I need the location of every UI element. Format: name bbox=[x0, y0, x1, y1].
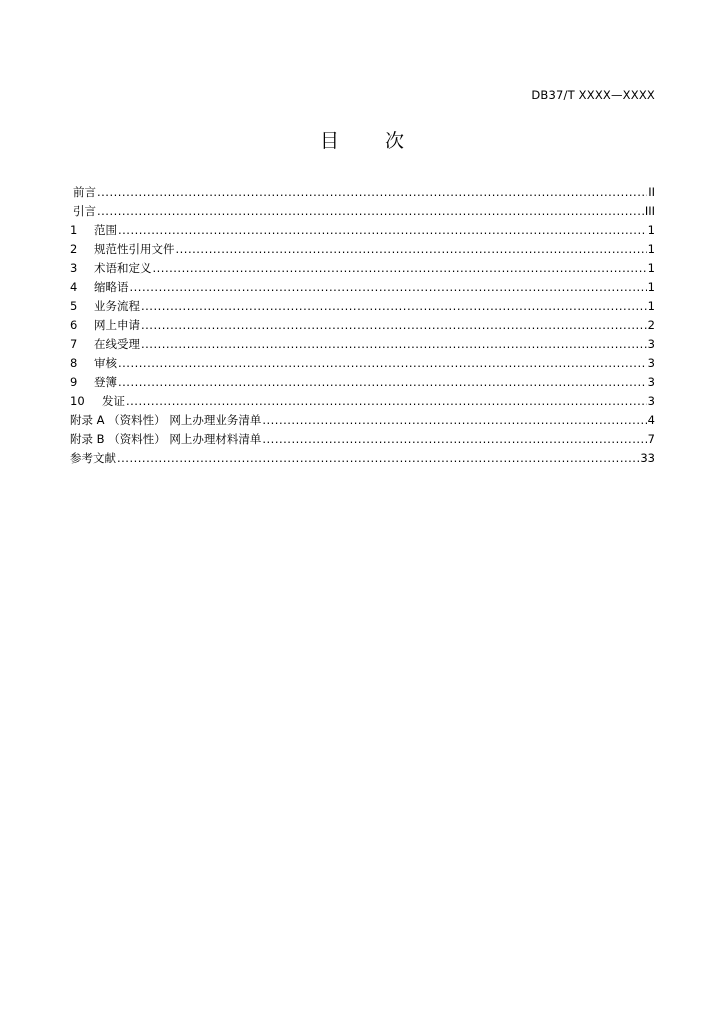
toc-entry-normative-references[interactable] bbox=[70, 241, 655, 260]
toc-entry-page: 3 bbox=[647, 337, 655, 351]
toc-entry-page: 1 bbox=[647, 261, 655, 275]
toc-leader bbox=[126, 394, 647, 408]
toc-entry-page: 1 bbox=[647, 299, 655, 313]
toc-entry-page: 4 bbox=[647, 413, 655, 427]
toc-entry-page: 3 bbox=[647, 356, 655, 370]
table-of-contents bbox=[70, 184, 655, 469]
toc-leader bbox=[141, 337, 647, 351]
toc-entry-label: 业务流程 bbox=[94, 299, 140, 313]
toc-leader bbox=[118, 223, 647, 237]
toc-leader bbox=[130, 280, 647, 294]
toc-entry-page: II bbox=[648, 185, 655, 199]
toc-entry-label: 引言 bbox=[73, 204, 96, 218]
toc-leader bbox=[97, 185, 647, 199]
toc-entry-page: 3 bbox=[647, 394, 655, 408]
toc-entry-page: 1 bbox=[647, 280, 655, 294]
toc-entry-label: 网上申请 bbox=[94, 318, 140, 332]
toc-entry-label: 附录 B （资料性） 网上办理材料清单 bbox=[70, 432, 262, 446]
toc-leader bbox=[262, 432, 646, 446]
toc-entry-appendix-a[interactable] bbox=[70, 412, 655, 431]
toc-entry-page: 1 bbox=[647, 242, 655, 256]
toc-entry-label: 审核 bbox=[94, 356, 117, 370]
toc-title: 目 次 bbox=[319, 130, 425, 152]
toc-entry-number: 4 bbox=[70, 280, 78, 294]
toc-entry-label: 附录 A （资料性） 网上办理业务清单 bbox=[70, 413, 262, 427]
toc-entry-number: 8 bbox=[70, 356, 78, 370]
toc-entry-number: 2 bbox=[70, 242, 78, 256]
toc-entry-page: 7 bbox=[647, 432, 655, 446]
toc-leader bbox=[262, 413, 646, 427]
toc-leader bbox=[153, 261, 647, 275]
toc-leader bbox=[141, 299, 647, 313]
toc-entry-scope[interactable] bbox=[70, 222, 655, 241]
toc-leader bbox=[141, 318, 647, 332]
toc-entry-label: 缩略语 bbox=[94, 280, 129, 294]
toc-leader bbox=[118, 375, 647, 389]
toc-entry-number: 6 bbox=[70, 318, 78, 332]
document-code: DB37/T XXXX—XXXX bbox=[531, 88, 655, 102]
toc-entry-page: 1 bbox=[647, 223, 655, 237]
toc-leader bbox=[176, 242, 647, 256]
toc-entry-appendix-b[interactable] bbox=[70, 431, 655, 450]
toc-entry-business-process[interactable] bbox=[70, 298, 655, 317]
toc-entry-label: 在线受理 bbox=[94, 337, 140, 351]
toc-entry-label: 规范性引用文件 bbox=[94, 242, 175, 256]
toc-entry-foreword[interactable] bbox=[70, 184, 655, 203]
toc-entry-label: 参考文献 bbox=[70, 451, 116, 465]
toc-entry-number: 7 bbox=[70, 337, 78, 351]
toc-entry-introduction[interactable] bbox=[70, 203, 655, 222]
toc-entry-online-application[interactable] bbox=[70, 317, 655, 336]
toc-entry-abbreviations[interactable] bbox=[70, 279, 655, 298]
toc-entry-page: 3 bbox=[647, 375, 655, 389]
toc-entry-label: 范围 bbox=[94, 223, 117, 237]
toc-entry-label: 前言 bbox=[73, 185, 96, 199]
toc-entry-number: 9 bbox=[70, 375, 78, 389]
toc-entry-page: 33 bbox=[640, 451, 655, 465]
toc-leader bbox=[97, 204, 644, 218]
toc-entry-registration[interactable] bbox=[70, 374, 655, 393]
toc-entry-online-acceptance[interactable] bbox=[70, 336, 655, 355]
toc-entry-terms[interactable] bbox=[70, 260, 655, 279]
toc-leader bbox=[118, 356, 647, 370]
toc-entry-number: 10 bbox=[70, 394, 85, 408]
toc-entry-number: 1 bbox=[70, 223, 78, 237]
toc-entry-certificate-issuance[interactable] bbox=[70, 393, 655, 412]
toc-entry-review[interactable] bbox=[70, 355, 655, 374]
toc-entry-label: 登簿 bbox=[94, 375, 117, 389]
toc-entry-page: 2 bbox=[647, 318, 655, 332]
toc-entry-number: 5 bbox=[70, 299, 78, 313]
toc-leader bbox=[117, 451, 639, 465]
toc-entry-bibliography[interactable] bbox=[70, 450, 655, 469]
toc-entry-label: 发证 bbox=[102, 394, 125, 408]
toc-entry-label: 术语和定义 bbox=[94, 261, 152, 275]
toc-entry-page: III bbox=[644, 204, 655, 218]
toc-entry-number: 3 bbox=[70, 261, 78, 275]
